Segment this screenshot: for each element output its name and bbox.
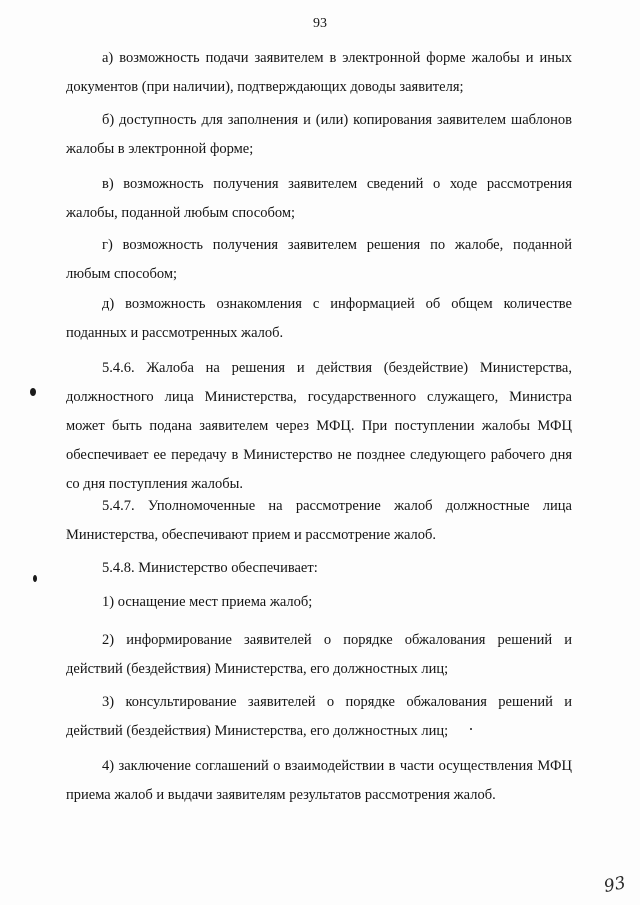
- paragraph-v: в) возможность получения заявителем сведений о ходе рассмотрения жалобы, поданной любым способом;: [66, 176, 572, 221]
- paragraph-b: б) доступность для заполнения и (или) копирования заявителем шаблонов жалобы в электронной форме;: [66, 112, 572, 157]
- list-item-3: 3) консультирование заявителей о порядке обжалования решений и действий (бездействия) Министерства, его должностных лиц;: [66, 694, 572, 739]
- paragraph-5-4-6: 5.4.6. Жалоба на решения и действия (бездействие) Министерства, должностного лица Министерства, государственного служащего, Министра может быть подана заявителем через МФЦ. При поступлении жалобы МФЦ обеспечивает ее передачу в Министерство не позднее следующего рабочего дня со дня поступления жалобы.: [66, 360, 572, 492]
- paragraph-5-4-7: 5.4.7. Уполномоченные на рассмотрение жалоб должностные лица Министерства, обеспечивают прием и рассмотрение жалоб.: [66, 498, 572, 543]
- paragraph-g: г) возможность получения заявителем решения по жалобе, поданной любым способом;: [66, 237, 572, 282]
- scan-speck: [470, 728, 472, 730]
- list-item-2: 2) информирование заявителей о порядке обжалования решений и действий (бездействия) Министерства, его должностных лиц;: [66, 632, 572, 677]
- list-item-4: 4) заключение соглашений о взаимодействии в части осуществления МФЦ приема жалоб и выдачи заявителям результатов рассмотрения жалоб.: [66, 758, 572, 803]
- scan-speck: [33, 575, 37, 582]
- paragraph-5-4-8: 5.4.8. Министерство обеспечивает:: [102, 560, 318, 576]
- page-number: 93: [313, 16, 327, 31]
- list-item-1: 1) оснащение мест приема жалоб;: [102, 594, 313, 610]
- handwritten-page-number: 93: [602, 872, 628, 898]
- paragraph-a: а) возможность подачи заявителем в электронной форме жалобы и иных документов (при наличии), подтверждающих доводы заявителя;: [66, 50, 572, 95]
- scan-speck: [30, 388, 36, 396]
- paragraph-d: д) возможность ознакомления с информацией об общем количестве поданных и рассмотренных жалоб.: [66, 296, 572, 341]
